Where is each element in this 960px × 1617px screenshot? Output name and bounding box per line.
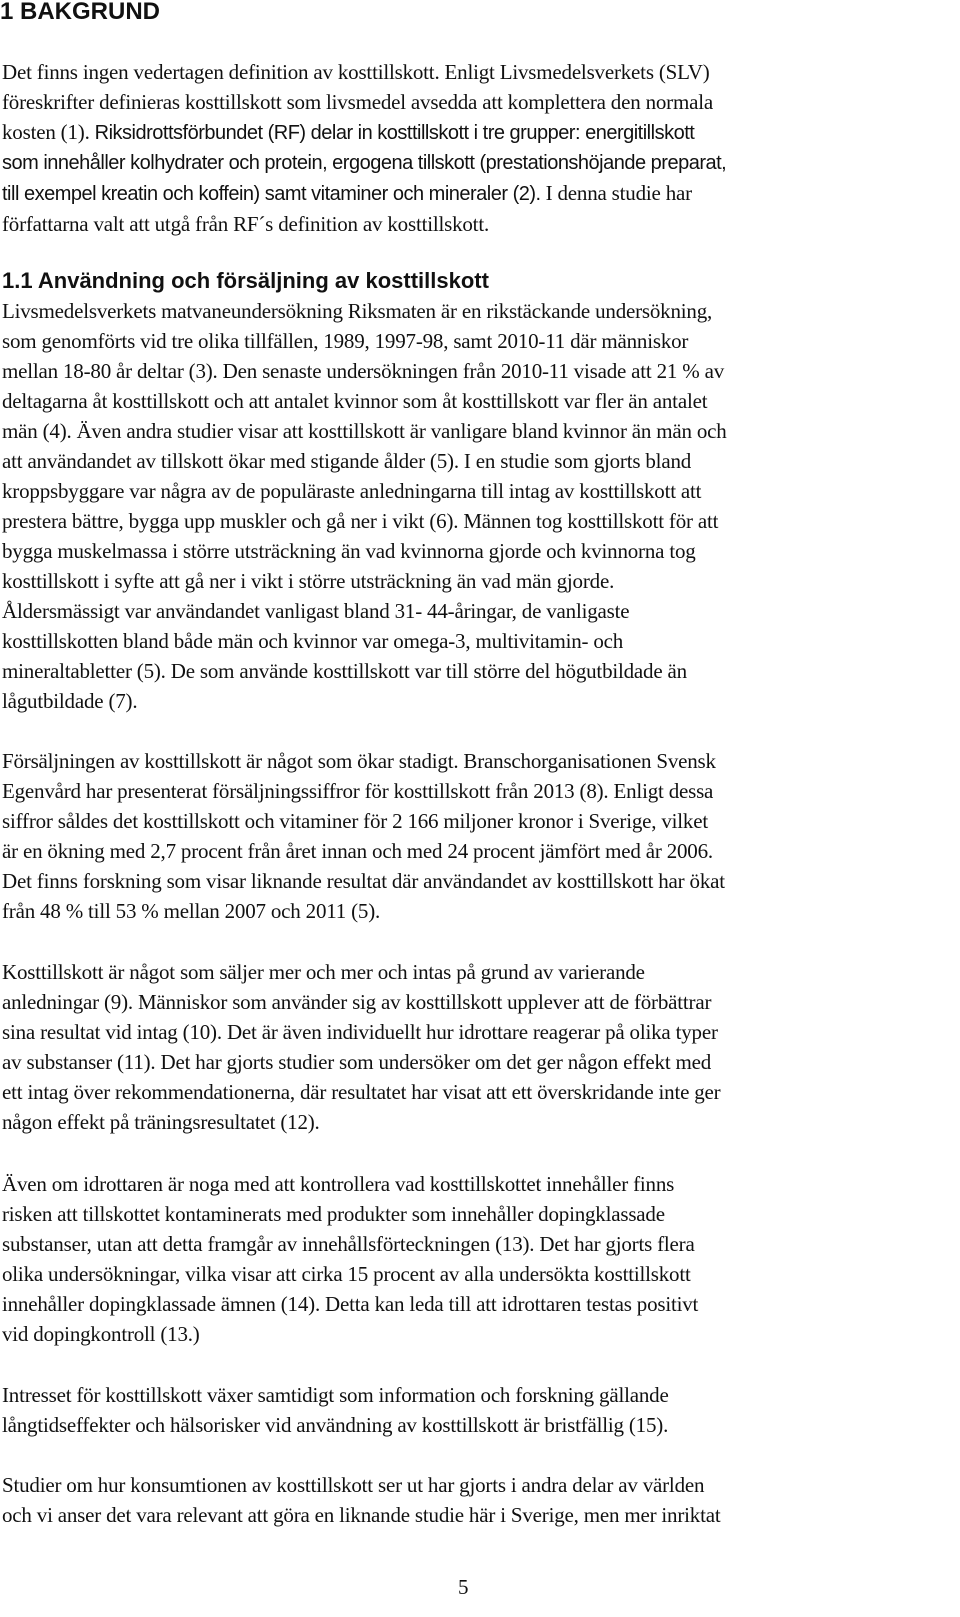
paragraph-sales <box>2 746 957 926</box>
text-line: Även om idrottaren är noga med att kontrollera vad kosttillskottet innehåller finns <box>2 1172 675 1196</box>
text-line: risken att tillskottet kontaminerats med produkter som innehåller dopingklassade <box>2 1202 665 1226</box>
text-line: författarna valt att utgå från RF´s definition av kosttillskott. <box>2 212 490 236</box>
text-line: kroppsbyggare var några av de populäraste anledningarna till intag av kosttillskott att <box>2 479 702 503</box>
text-line: från 48 % till 53 % mellan 2007 och 2011 (5). <box>2 899 381 923</box>
text-line: av substanser (11). Det har gjorts studier som undersöker om det ger någon effekt med <box>2 1050 712 1074</box>
text-segment: kosten (1). <box>2 120 95 144</box>
text-line: Det finns forskning som visar liknande resultat där användandet av kosttillskott har ökat <box>2 869 725 893</box>
text-line: som genomförts vid tre olika tillfällen, 1989, 1997-98, samt 2010-11 där människor <box>2 329 689 353</box>
text-segment: I denna studie har <box>545 181 692 205</box>
text-line: Kosttillskott är något som säljer mer och mer och intas på grund av varierande <box>2 960 645 984</box>
text-line: Det finns ingen vedertagen definition av kosttillskott. Enligt Livsmedelsverkets (SLV) <box>2 60 710 84</box>
text-line <box>2 117 957 148</box>
text-line: mineraltabletter (5). De som använde kosttillskott var till större del högutbildade än <box>2 659 687 683</box>
text-line: Livsmedelsverkets matvaneundersökning Riksmaten är en rikstäckande undersökning, <box>2 299 713 323</box>
text-line: män (4). Även andra studier visar att kosttillskott är vanligare bland kvinnor än män och <box>2 419 727 443</box>
text-line: någon effekt på träningsresultatet (12). <box>2 1110 320 1134</box>
text-line: som innehåller kolhydrater och protein, ergogena tillskott (prestationshöjande preparat, <box>2 152 727 174</box>
text-line: innehåller dopingklassade ämnen (14). Detta kan leda till att idrottaren testas positivt <box>2 1292 699 1316</box>
text-segment: Riksidrottsförbundet (RF) delar in kosttillskott i tre grupper: energitillskott <box>94 122 695 144</box>
text-line: lågutbildade (7). <box>2 689 138 713</box>
text-line: kosttillskott i syfte att gå ner i vikt i större utsträckning än vad män gjorde. <box>2 569 615 593</box>
paragraph-studies <box>2 1470 957 1530</box>
text-line: Intresset för kosttillskott växer samtidigt som information och forskning gällande <box>2 1383 669 1407</box>
text-line: olika undersökningar, vilka visar att cirka 15 procent av alla undersökta kosttillskott <box>2 1262 691 1286</box>
text-line: substanser, utan att detta framgår av innehållsförteckningen (13). Det har gjorts flera <box>2 1232 695 1256</box>
text-line: är en ökning med 2,7 procent från året innan och med 24 procent jämfört med år 2006. <box>2 839 713 863</box>
text-line: mellan 18-80 år deltar (3). Den senaste undersökningen från 2010-11 visade att 21 % av <box>2 359 725 383</box>
text-line: deltagarna åt kosttillskott och att antalet kvinnor som åt kosttillskott var fler än antalet <box>2 389 708 413</box>
section-heading: 1 BAKGRUND <box>0 0 161 25</box>
text-line: att användandet av tillskott ökar med stigande ålder (5). I en studie som gjorts bland <box>2 449 692 473</box>
text-line: föreskrifter definieras kosttillskott som livsmedel avsedda att komplettera den normala <box>2 90 713 114</box>
text-line: och vi anser det vara relevant att göra en liknande studie här i Sverige, men mer inriktat <box>2 1503 721 1527</box>
text-line: Egenvård har presenterat försäljningssiffror för kosttillskott från 2013 (8). Enligt dessa <box>2 779 714 803</box>
text-line: sina resultat vid intag (10). Det är även individuellt hur idrottare reagerar på olika typer <box>2 1020 718 1044</box>
text-line: vid dopingkontroll (13.) <box>2 1322 200 1346</box>
text-segment: till exempel kreatin och koffein) samt vitaminer och mineraler (2). <box>2 183 546 205</box>
text-line: siffror såldes det kosttillskott och vitaminer för 2 166 miljoner kronor i Sverige, vilket <box>2 809 708 833</box>
text-line: Studier om hur konsumtionen av kosttillskott ser ut har gjorts i andra delar av världen <box>2 1473 705 1497</box>
text-line: anledningar (9). Människor som använder sig av kosttillskott upplever att de förbättrar <box>2 990 712 1014</box>
paragraph-interest <box>2 1380 957 1440</box>
text-line: bygga muskelmassa i större utsträckning än vad kvinnorna gjorde och kvinnorna tog <box>2 539 696 563</box>
text-line: prestera bättre, bygga upp muskler och gå ner i vikt (6). Männen tog kosttillskott för att <box>2 509 719 533</box>
text-line: långtidseffekter och hälsorisker vid användning av kosttillskott är bristfällig (15). <box>2 1413 669 1437</box>
paragraph-doping <box>2 1169 957 1349</box>
text-line: Försäljningen av kosttillskott är något som ökar stadigt. Branschorganisationen Svensk <box>2 749 716 773</box>
paragraph-definition <box>2 57 957 239</box>
text-line: Åldersmässigt var användandet vanligast bland 31- 44-åringar, de vanligaste <box>2 599 630 623</box>
page-number: 5 <box>458 1575 469 1599</box>
paragraph-usage <box>2 296 957 716</box>
text-line: ett intag över rekommendationerna, där resultatet har visat att ett överskridande inte ger <box>2 1080 721 1104</box>
subsection-heading: 1.1 Användning och försäljning av kosttillskott <box>2 268 489 293</box>
paragraph-reasons <box>2 957 957 1137</box>
text-line <box>2 178 957 209</box>
text-line: kosttillskotten bland både män och kvinnor var omega-3, multivitamin- och <box>2 629 624 653</box>
